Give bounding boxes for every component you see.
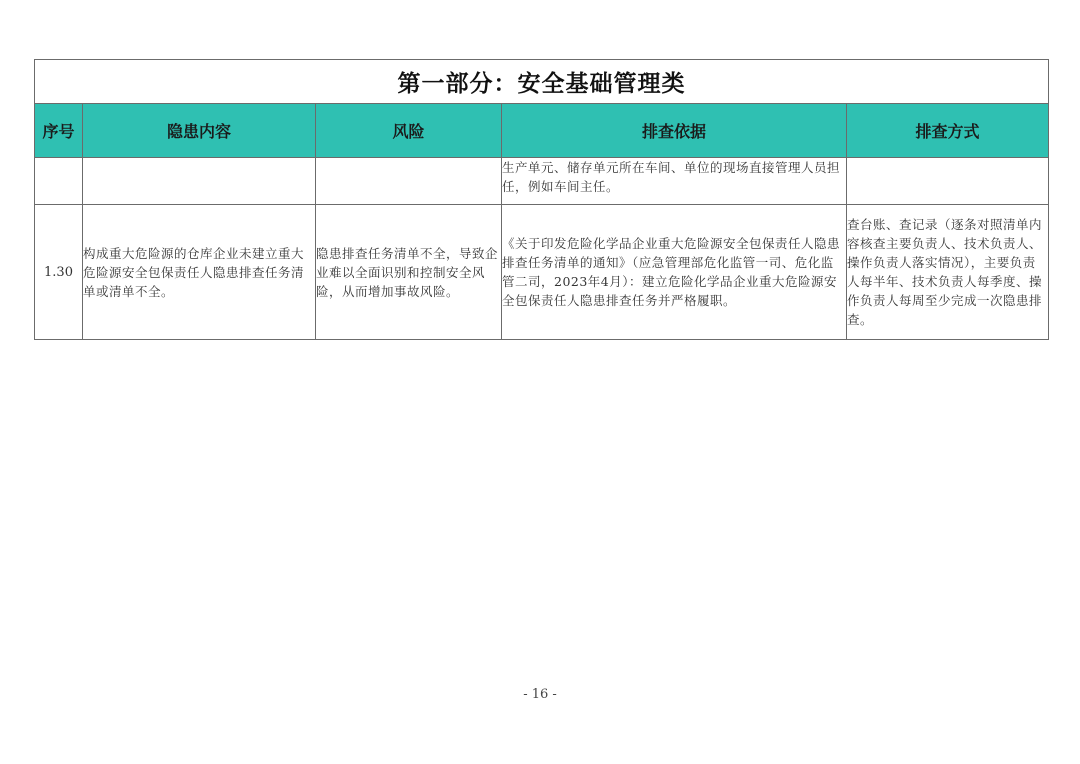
header-content: 隐患内容 <box>83 104 316 158</box>
header-basis: 排查依据 <box>502 104 847 158</box>
header-method: 排查方式 <box>847 104 1049 158</box>
cell-seq: 1.30 <box>35 205 83 340</box>
cell-content-empty <box>83 158 316 205</box>
cell-method: 查台账、查记录（逐条对照清单内容核查主要负责人、技术负责人、操作负责人落实情况），主要负责人每半年、技术负责人每季度、操作负责人每周至少完成一次隐患排查。 <box>847 205 1049 340</box>
table-row <box>35 205 1049 340</box>
header-seq: 序号 <box>35 104 83 158</box>
hazard-table <box>34 59 1049 340</box>
cell-risk-empty <box>316 158 502 205</box>
cell-seq-empty <box>35 158 83 205</box>
section-title: 第一部分：安全基础管理类 <box>35 60 1049 104</box>
table-row-continuation <box>35 158 1049 205</box>
cell-basis: 《关于印发危险化学品企业重大危险源安全包保责任人隐患排查任务清单的通知》（应急管理部危化监管一司、危化监管二司，2023年4月）：建立危险化学品企业重大危险源安全包保责任人隐患排查任务并严格履职。 <box>502 205 847 340</box>
cell-method-empty <box>847 158 1049 205</box>
header-row <box>35 104 1049 158</box>
page-number: - 16 - <box>523 687 557 702</box>
section-title-row <box>35 60 1049 104</box>
cell-content: 构成重大危险源的仓库企业未建立重大危险源安全包保责任人隐患排查任务清单或清单不全。 <box>83 205 316 340</box>
cell-basis-continued: 生产单元、储存单元所在车间、单位的现场直接管理人员担任，例如车间主任。 <box>502 158 847 205</box>
cell-risk: 隐患排查任务清单不全，导致企业难以全面识别和控制安全风险，从而增加事故风险。 <box>316 205 502 340</box>
header-risk: 风险 <box>316 104 502 158</box>
